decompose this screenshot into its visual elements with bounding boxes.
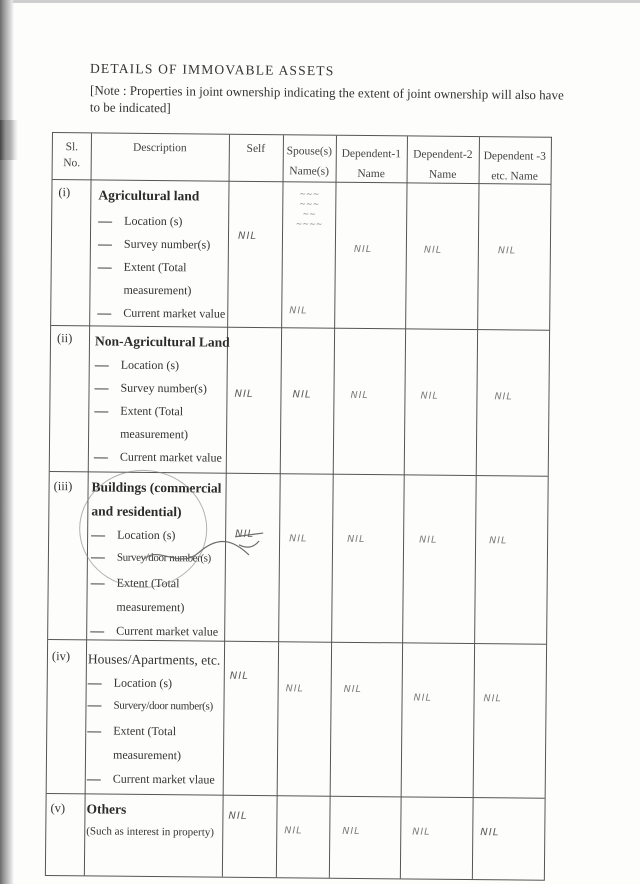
row-4-dep1-value: NIL xyxy=(343,683,362,695)
row-2-sl: (ii) xyxy=(56,331,73,346)
row-1-spouse-scribble: ~~~ ~~~ ~~ ~~~~ xyxy=(295,189,323,229)
row-2-item-market-value: Current market value xyxy=(94,449,222,465)
row-2-item-survey: Survey number(s) xyxy=(94,380,206,396)
row-3-item-extent: Extent (Total xyxy=(91,575,180,591)
row-divider xyxy=(51,325,549,331)
row-1-title: Agricultural land xyxy=(98,187,200,204)
row-3-dep1-value: NIL xyxy=(347,533,366,546)
header-spouse-line1: Spouse(s) xyxy=(286,145,333,158)
row-2-spouse-value: NIL xyxy=(292,389,312,401)
row-2-title: Non-Agricultural Land xyxy=(94,333,230,350)
row-2-item-measurement: measurement) xyxy=(120,426,189,442)
row-2-item-extent: Extent (Total xyxy=(94,403,183,419)
row-4-item-market-value: Current market vlaue xyxy=(87,771,215,787)
column-divider xyxy=(222,135,230,877)
header-dep2-line1: Dependent-2 xyxy=(413,148,473,162)
row-3-dep2-value: NIL xyxy=(419,534,438,546)
row-4-title: Houses/Apartments, etc. xyxy=(87,651,221,668)
row-2-item-location: Location (s) xyxy=(95,357,179,373)
row-1-sl: (i) xyxy=(58,185,71,200)
row-4-dep3-value: NIL xyxy=(483,693,502,705)
header-spouse-line2: Name(s) xyxy=(289,165,329,178)
row-3-item-measurement: measurement) xyxy=(116,599,185,615)
row-1-self-value: NIL xyxy=(237,230,258,242)
header-sl-line1: Sl. xyxy=(65,141,79,154)
row-5-title: Others xyxy=(86,801,127,817)
header-dependent-2 xyxy=(407,144,479,185)
column-divider xyxy=(400,136,408,878)
row-divider xyxy=(47,793,545,799)
row-1-item-extent: Extent (Total xyxy=(98,259,187,275)
header-dep2-line2: Name xyxy=(428,168,457,181)
scan-edge-top xyxy=(0,0,640,3)
row-1-spouse-value: NIL xyxy=(289,305,308,317)
row-2-dep2-value: NIL xyxy=(420,390,439,402)
row-3-title-line1: Buildings (commercial xyxy=(91,479,222,496)
row-5-self-value: NIL xyxy=(228,810,248,822)
row-3-item-market-value: Current market value xyxy=(90,623,218,639)
joint-ownership-note: [Note : Properties in joint ownership indicating the extent of joint ownership will also have to be indicated] xyxy=(89,82,564,116)
immovable-assets-table xyxy=(45,132,552,881)
row-2-dep3-value: NIL xyxy=(494,391,513,403)
row-5-subtitle: (Such as interest in property) xyxy=(86,825,215,839)
row-4-item-location: Location (s) xyxy=(88,675,172,691)
column-divider xyxy=(329,136,337,878)
header-dep1-line1: Dependent-1 xyxy=(341,147,402,161)
row-1-dep3-value: NIL xyxy=(497,245,517,257)
column-divider xyxy=(276,135,284,877)
row-1-item-location: Location (s) xyxy=(98,213,182,229)
row-5-dep3-value: NIL xyxy=(480,827,500,839)
row-4-item-extent: Extent (Total xyxy=(87,723,176,739)
row-5-dep2-value: NIL xyxy=(412,826,431,838)
row-4-dep2-value: NIL xyxy=(413,692,432,704)
scan-edge-mark xyxy=(0,120,20,160)
row-3-self-value: NIL xyxy=(235,528,255,540)
row-5-dep1-value: NIL xyxy=(342,825,361,837)
row-1-item-market-value: Current market value xyxy=(97,305,225,321)
row-4-spouse-value: NIL xyxy=(285,683,304,695)
row-2-self-value: NIL xyxy=(234,388,254,400)
handwritten-date-mark xyxy=(139,530,269,581)
row-1-dep2-value: NIL xyxy=(423,244,443,256)
header-self: Self xyxy=(246,142,266,156)
row-3-item-survey: Survey/door number(s) xyxy=(91,551,211,564)
header-sl-line2: No. xyxy=(63,157,81,170)
row-4-item-survey: Survery/door number(s) xyxy=(87,699,213,712)
row-1-item-measurement: measurement) xyxy=(123,282,192,298)
row-5-spouse-value: NIL xyxy=(284,825,303,837)
header-spouse xyxy=(283,141,336,182)
header-dep3-line1: Dependent -3 xyxy=(483,150,546,163)
row-4-item-measurement: measurement) xyxy=(112,747,182,763)
row-divider xyxy=(48,639,546,645)
header-sl-no xyxy=(53,137,91,173)
column-divider xyxy=(472,137,480,879)
row-5-sl: (v) xyxy=(50,801,66,816)
row-4-self-value: NIL xyxy=(229,670,249,682)
row-1-dep1-value: NIL xyxy=(353,243,373,256)
header-dependent-1 xyxy=(336,144,407,185)
row-3-spouse-value: NIL xyxy=(289,533,308,545)
row-4-sl: (iv) xyxy=(51,649,71,664)
header-description: Description xyxy=(132,141,187,155)
row-3-dep3-value: NIL xyxy=(489,535,508,547)
header-dependent-3 xyxy=(479,146,551,187)
section-heading: DETAILS OF IMMOVABLE ASSETS xyxy=(89,60,335,79)
row-3-sl: (iii) xyxy=(53,479,73,494)
header-dep3-line2: etc. Name xyxy=(491,170,538,183)
row-3-title-line2: and residential) xyxy=(91,503,182,520)
row-3-item-location: Location (s) xyxy=(91,527,175,543)
row-1-item-survey: Survey number(s) xyxy=(98,236,210,252)
row-2-dep1-value: NIL xyxy=(350,389,369,402)
header-dep1-line2: Name xyxy=(357,167,385,181)
